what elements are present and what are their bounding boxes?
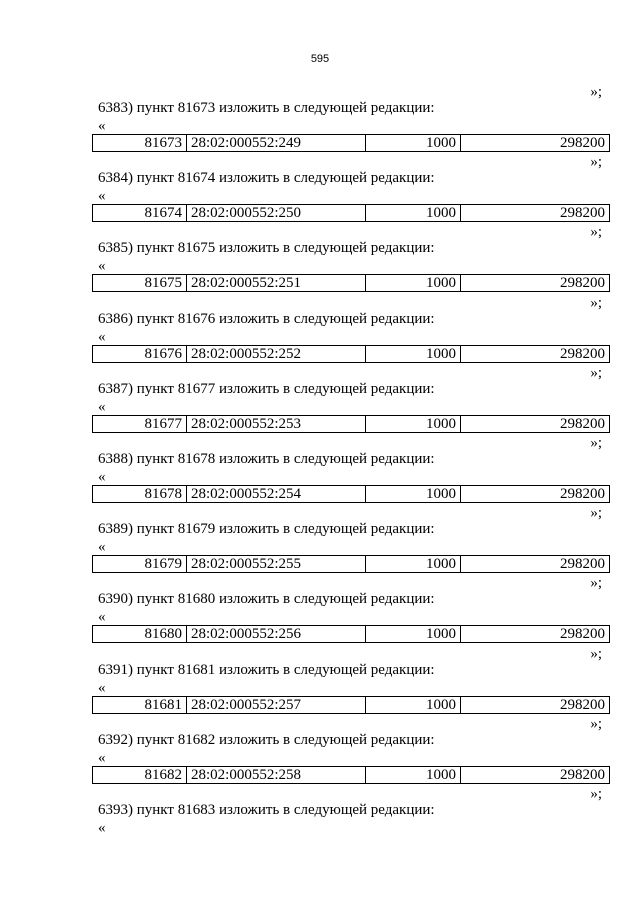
amendment-instruction: 6393) пункт 81683 изложить в следующей редакции:: [98, 801, 435, 818]
cell-area: 1000: [366, 767, 461, 783]
table-row: [92, 274, 610, 292]
amendment-block: [92, 504, 610, 574]
amendment-block: [92, 83, 610, 153]
cell-item-number: 81680: [93, 626, 187, 642]
cell-area: 1000: [366, 486, 461, 502]
amendment-block: [92, 223, 610, 293]
cell-cadastral-number: 28:02:000552:254: [187, 486, 366, 502]
amendment-instruction: 6391) пункт 81681 изложить в следующей редакции:: [98, 661, 435, 678]
cell-value: 298200: [560, 135, 605, 151]
amendment-block: [92, 364, 610, 434]
cell-value: 298200: [560, 205, 605, 222]
cell-area: 1000: [366, 346, 461, 362]
closing-quote: »;: [590, 224, 602, 241]
cell-area: 1000: [366, 135, 461, 151]
table-row: [92, 555, 610, 573]
closing-quote: »;: [590, 154, 602, 171]
cell-item-number: 81674: [93, 205, 187, 221]
opening-quote: «: [98, 118, 106, 134]
cell-value: 298200: [560, 415, 605, 432]
cell-area: 1000: [366, 416, 461, 432]
table-row: [92, 204, 610, 222]
cell-item-number: 81682: [93, 767, 187, 783]
opening-quote: «: [98, 539, 106, 556]
cell-item-number: 81678: [93, 486, 187, 502]
closing-quote: »;: [590, 294, 602, 311]
cell-area: 1000: [366, 626, 461, 642]
cell-cadastral-number: 28:02:000552:256: [187, 626, 366, 642]
amendment-instruction: 6389) пункт 81679 изложить в следующей редакции:: [98, 521, 435, 538]
table-row: [92, 766, 610, 784]
opening-quote: «: [98, 258, 106, 275]
amendment-block: [92, 294, 610, 364]
amendment-instruction: 6385) пункт 81675 изложить в следующей редакции:: [98, 240, 435, 257]
closing-quote: »;: [590, 715, 602, 732]
cell-item-number: 81681: [93, 697, 187, 713]
cell-item-number: 81679: [93, 556, 187, 572]
closing-quote: »;: [590, 364, 602, 381]
closing-quote: »;: [590, 84, 602, 100]
cell-cadastral-number: 28:02:000552:257: [187, 697, 366, 713]
closing-quote: »;: [590, 785, 602, 802]
table-row: [92, 345, 610, 363]
cell-value: 298200: [560, 766, 605, 783]
cell-value: 298200: [560, 626, 605, 643]
cell-area: 1000: [366, 205, 461, 221]
amendment-instruction: 6390) пункт 81680 изложить в следующей редакции:: [98, 591, 435, 608]
amendment-block: [92, 785, 610, 855]
cell-cadastral-number: 28:02:000552:255: [187, 556, 366, 572]
cell-value: 298200: [560, 345, 605, 362]
cell-item-number: 81673: [93, 135, 187, 151]
cell-value: 298200: [560, 275, 605, 292]
opening-quote: «: [98, 819, 106, 836]
cell-item-number: 81676: [93, 346, 187, 362]
closing-quote: »;: [590, 575, 602, 592]
opening-quote: «: [98, 468, 106, 485]
page-number: 595: [310, 53, 330, 65]
cell-cadastral-number: 28:02:000552:250: [187, 205, 366, 221]
amendment-instruction: 6384) пункт 81674 изложить в следующей редакции:: [98, 170, 435, 187]
opening-quote: «: [98, 609, 106, 626]
cell-value: 298200: [560, 556, 605, 573]
amendment-block: [92, 645, 610, 715]
table-row: [92, 134, 610, 152]
closing-quote: »;: [590, 434, 602, 451]
table-row: [92, 415, 610, 433]
opening-quote: «: [98, 679, 106, 696]
amendment-block: [92, 434, 610, 504]
opening-quote: «: [98, 398, 106, 415]
opening-quote: «: [98, 188, 106, 205]
closing-quote: »;: [590, 645, 602, 662]
opening-quote: «: [98, 328, 106, 345]
cell-cadastral-number: 28:02:000552:252: [187, 346, 366, 362]
amendment-instruction: 6383) пункт 81673 изложить в следующей редакции:: [98, 100, 435, 116]
cell-area: 1000: [366, 275, 461, 291]
cell-item-number: 81675: [93, 275, 187, 291]
table-row: [92, 625, 610, 643]
cell-area: 1000: [366, 697, 461, 713]
amendment-block: [92, 153, 610, 223]
table-row: [92, 485, 610, 503]
table-row: [92, 696, 610, 714]
cell-cadastral-number: 28:02:000552:249: [187, 135, 366, 151]
amendment-instruction: 6387) пункт 81677 изложить в следующей редакции:: [98, 380, 435, 397]
document-body: [92, 83, 610, 855]
cell-item-number: 81677: [93, 416, 187, 432]
amendment-instruction: 6388) пункт 81678 изложить в следующей редакции:: [98, 450, 435, 467]
cell-value: 298200: [560, 485, 605, 502]
cell-cadastral-number: 28:02:000552:251: [187, 275, 366, 291]
opening-quote: «: [98, 749, 106, 766]
closing-quote: »;: [590, 505, 602, 522]
amendment-block: [92, 715, 610, 785]
amendment-instruction: 6392) пункт 81682 изложить в следующей редакции:: [98, 731, 435, 748]
cell-value: 298200: [560, 696, 605, 713]
amendment-instruction: 6386) пункт 81676 изложить в следующей редакции:: [98, 310, 435, 327]
cell-area: 1000: [366, 556, 461, 572]
cell-cadastral-number: 28:02:000552:258: [187, 767, 366, 783]
amendment-block: [92, 574, 610, 644]
cell-cadastral-number: 28:02:000552:253: [187, 416, 366, 432]
